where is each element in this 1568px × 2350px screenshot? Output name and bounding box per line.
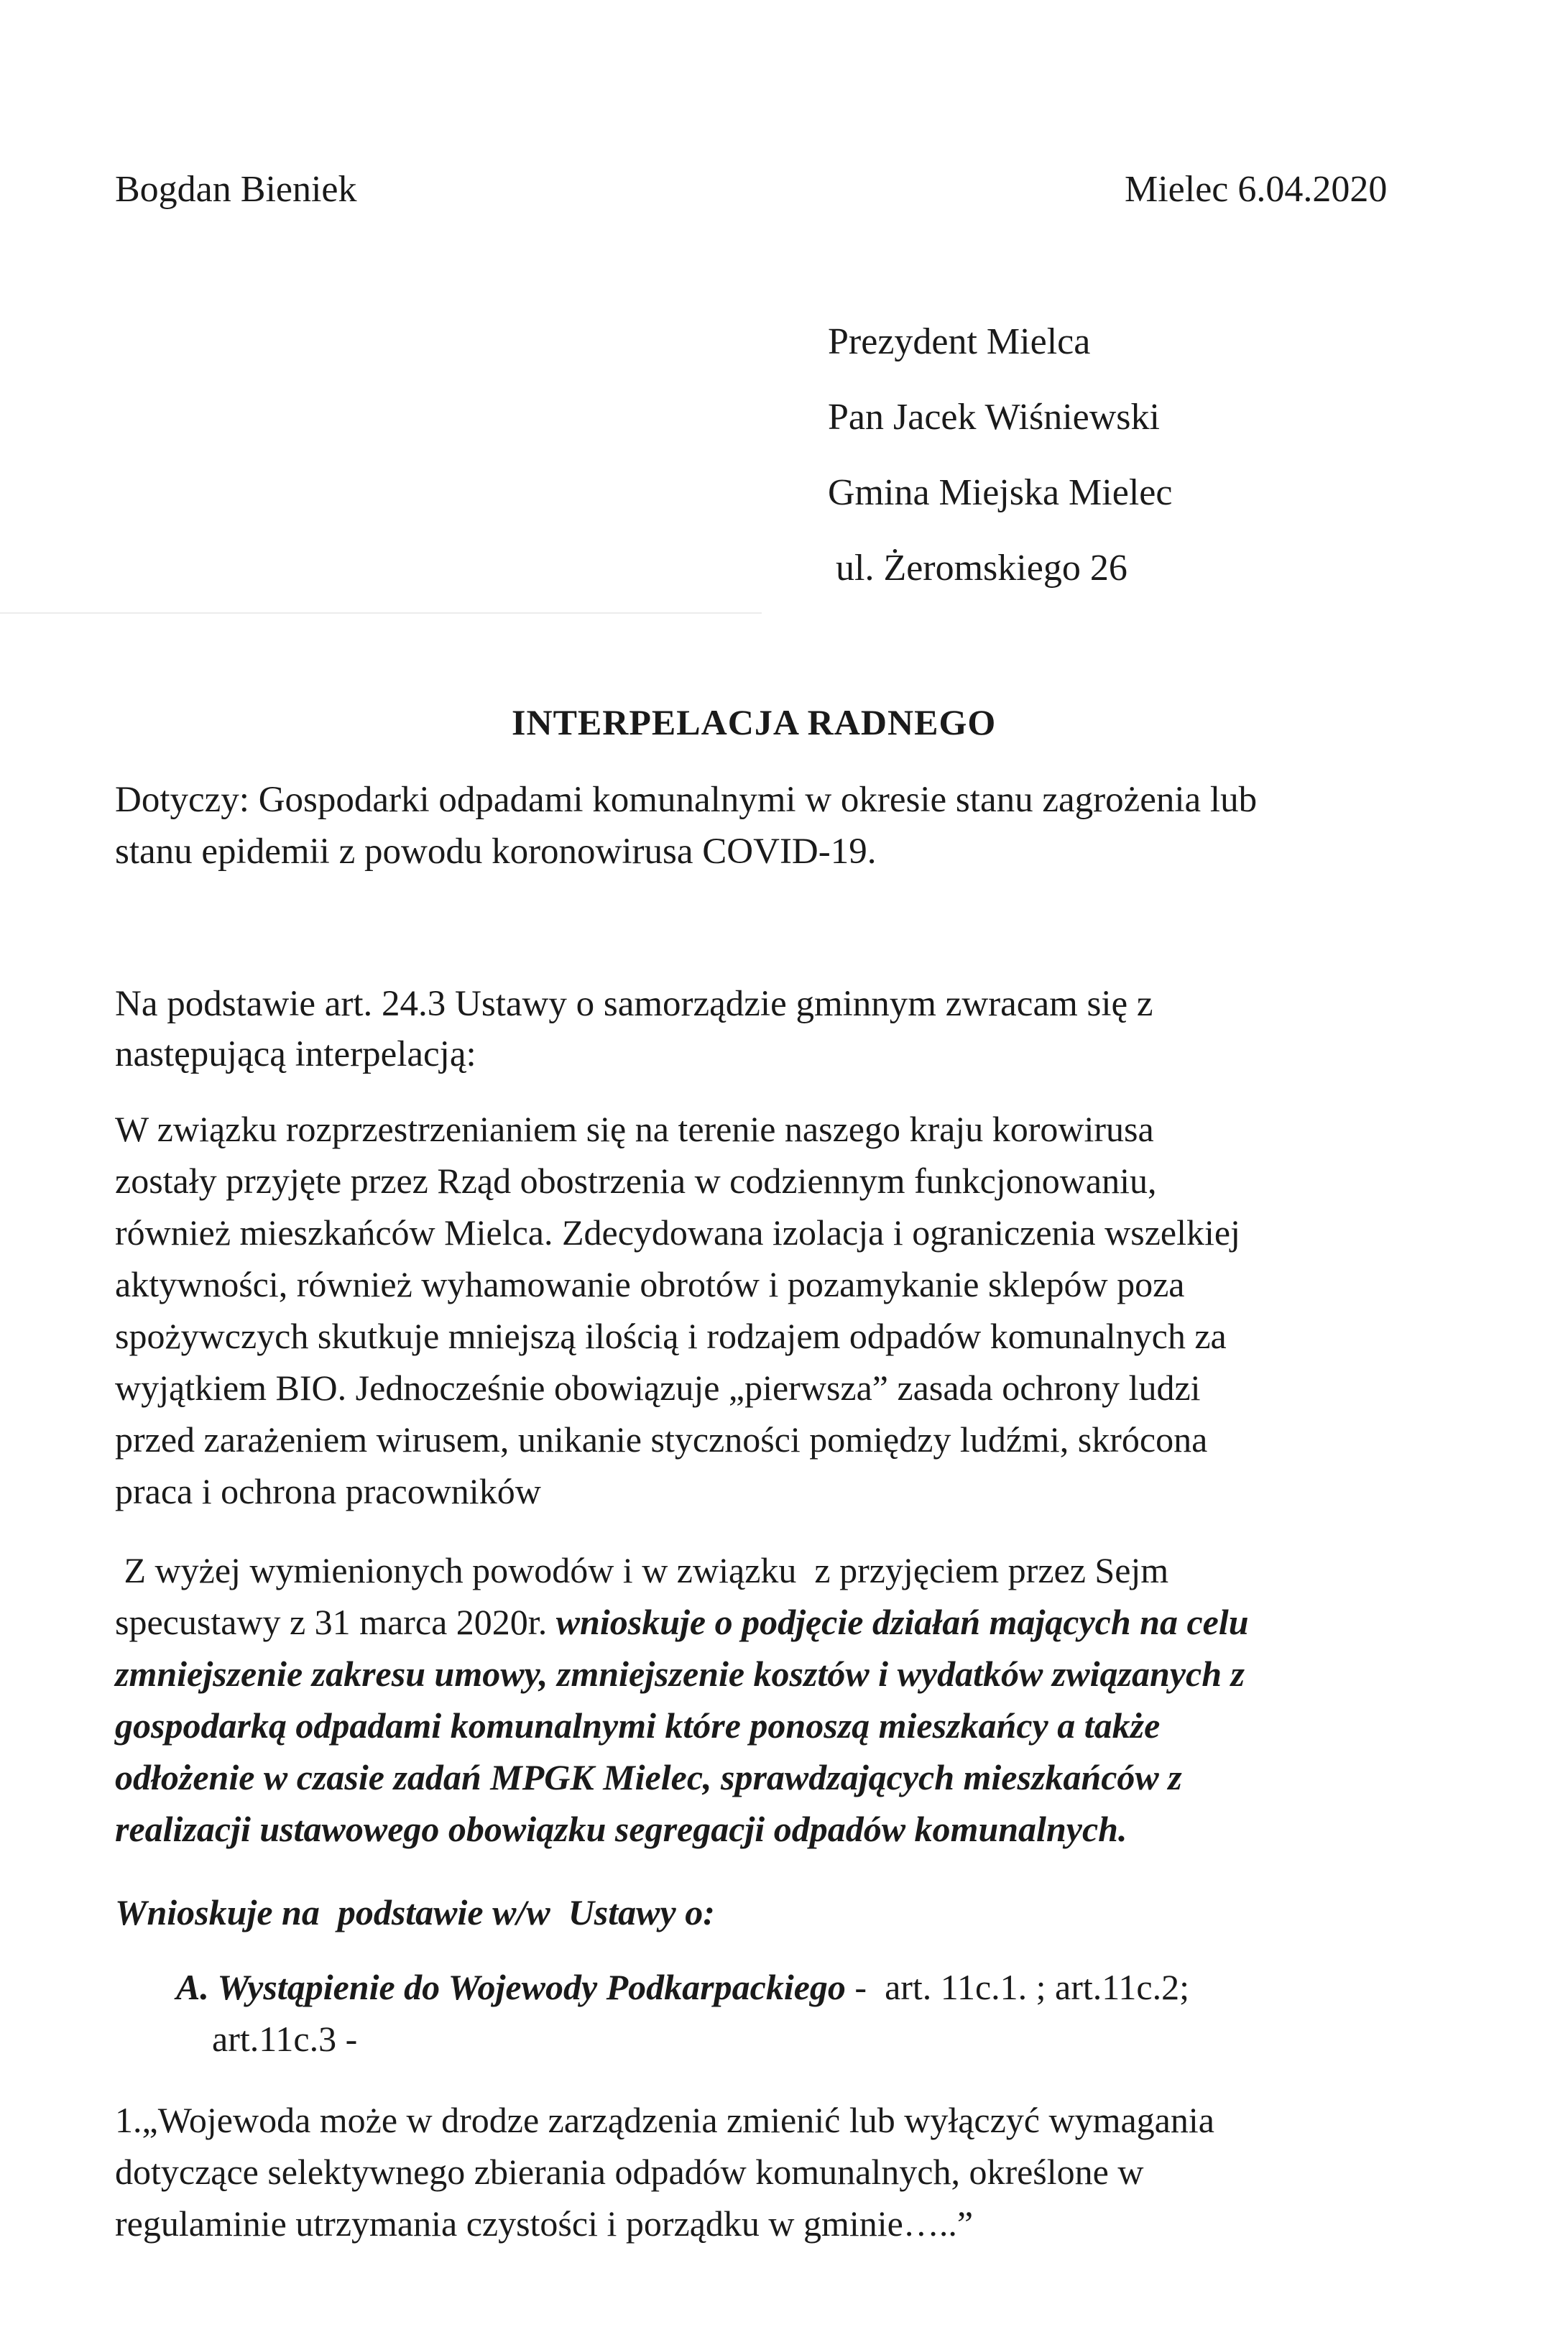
request-heading: Wnioskuje na podstawie w/w Ustawy o:: [115, 1892, 715, 1932]
place-date: Mielec 6.04.2020: [1125, 169, 1388, 210]
quote-line: 1.„Wojewoda może w drodze zarządzenia zmienić lub wyłączyć wymagania: [115, 2100, 1214, 2140]
paragraph-line: Z wyżej wymienionych powodów i w związku z przyjęciem przez Sejm: [115, 1550, 1169, 1590]
addressee-line: ul. Żeromskiego 26: [836, 548, 1127, 589]
subject-line: Dotyczy: Gospodarki odpadami komunalnymi w okresie stanu zagrożenia lub: [115, 780, 1258, 820]
request-emphasis-line: zmniejszenie zakresu umowy, zmniejszenie kosztów i wydatków związanych z: [115, 1654, 1245, 1694]
paragraph-line: spożywczych skutkuje mniejszą ilością i rodzajem odpadów komunalnych za: [115, 1316, 1227, 1356]
paragraph-text: specustawy z 31 marca 2020r.: [115, 1602, 556, 1642]
intro-line: Na podstawie art. 24.3 Ustawy o samorządzie gminnym zwracam się z: [115, 984, 1153, 1024]
paragraph-line: praca i ochrona pracowników: [115, 1471, 541, 1511]
paragraph-line: przed zarażeniem wirusem, unikanie styczności pomiędzy ludźmi, skrócona: [115, 1419, 1208, 1460]
paragraph-line: wyjątkiem BIO. Jednocześnie obowiązuje „pierwsza” zasada ochrony ludzi: [115, 1368, 1201, 1408]
quote-line: regulaminie utrzymania czystości i porządku w gminie…..”: [115, 2203, 974, 2244]
paragraph-line: zostały przyjęte przez Rząd obostrzenia w codziennym funkcjonowaniu,: [115, 1161, 1157, 1201]
quote-line: dotyczące selektywnego zbierania odpadów komunalnych, określone w: [115, 2152, 1144, 2192]
request-emphasis: wnioskuje o podjęcie działań mających na celu: [555, 1602, 1249, 1642]
item-a-line: [176, 1969, 1189, 2005]
addressee-line: Gmina Miejska Mielec: [828, 472, 1173, 513]
paragraph-mixed-line: [115, 1604, 1249, 1640]
request-emphasis-line: gospodarką odpadami komunalnymi które ponoszą mieszkańcy a także: [115, 1705, 1161, 1746]
intro-line: następującą interpelacją:: [115, 1034, 476, 1074]
subject-line: stanu epidemii z powodu koronowirusa COVID-19.: [115, 831, 877, 872]
item-a-line: art.11c.3 -: [212, 2019, 358, 2059]
item-a-label: A. Wystąpienie do Wojewody Podkarpackiego: [176, 1967, 846, 2007]
author-name: Bogdan Bieniek: [115, 169, 357, 210]
paragraph-line: W związku rozprzestrzenianiem się na terenie naszego kraju korowirusa: [115, 1109, 1154, 1149]
request-emphasis-line: realizacji ustawowego obowiązku segregacji odpadów komunalnych.: [115, 1809, 1127, 1849]
item-a-articles: - art. 11c.1. ; art.11c.2;: [845, 1967, 1189, 2007]
document-title: INTERPELACJA RADNEGO: [512, 702, 997, 742]
paragraph-line: również mieszkańców Mielca. Zdecydowana izolacja i ograniczenia wszelkiej: [115, 1212, 1240, 1253]
addressee-line: Prezydent Mielca: [828, 321, 1091, 362]
request-emphasis-line: odłożenie w czasie zadań MPGK Mielec, sprawdzających mieszkańców z: [115, 1757, 1182, 1797]
addressee-line: Pan Jacek Wiśniewski: [828, 397, 1160, 438]
paragraph-line: aktywności, również wyhamowanie obrotów i pozamykanie sklepów poza: [115, 1264, 1185, 1304]
scan-artifact-line: [0, 612, 762, 614]
